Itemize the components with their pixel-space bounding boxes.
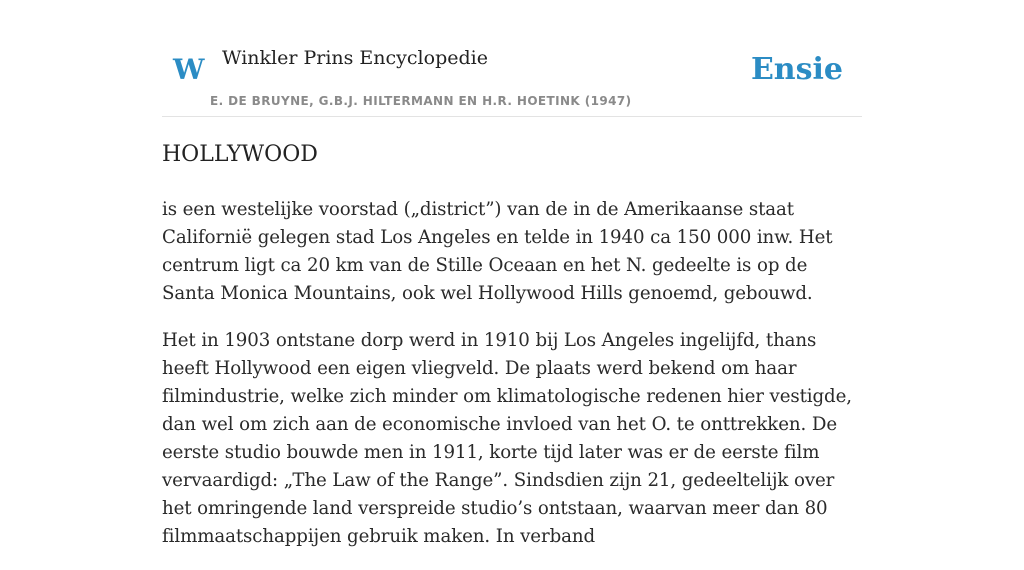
article [162, 138, 862, 570]
source-logo[interactable]: W [173, 53, 205, 86]
source-authors: E. DE BRUYNE, G.B.J. HILTERMANN EN H.R. HOETINK (1947) [210, 94, 632, 108]
brand-logo[interactable]: Ensie [750, 52, 843, 87]
header [162, 0, 862, 117]
source-title[interactable]: Winkler Prins Encyclopedie [222, 47, 488, 69]
article-paragraph: is een westelijke voorstad („district”) van de in de Amerikaanse staat Californië gelegen stad Los Angeles en telde in 1940 ca 150 000 inw. Het centrum ligt ca 20 km van de Stille Oceaan en het N. gedeelte is op de Santa Monica Mountains, ook wel Hollywood Hills genoemd, gebouwd. [162, 199, 833, 304]
article-paragraph: Het in 1903 ontstane dorp werd in 1910 bij Los Angeles ingelijfd, thans heeft Hollywood een eigen vliegveld. De plaats werd bekend om haar filmindustrie, welke zich minder om klimatologische redenen hier vestigde, dan wel om zich aan de economische invloed van het O. te onttrekken. De eerste studio bouwde men in 1911, korte tijd later was er de eerste film vervaardigd: „The Law of the Range”. Sindsdien zijn 21, gedeeltelijk over het omringende land verspreide studio’s ontstaan, waarvan meer dan 80 filmmaatschappijen gebruik maken. In verband [162, 330, 852, 547]
entry-title: HOLLYWOOD [162, 142, 318, 167]
